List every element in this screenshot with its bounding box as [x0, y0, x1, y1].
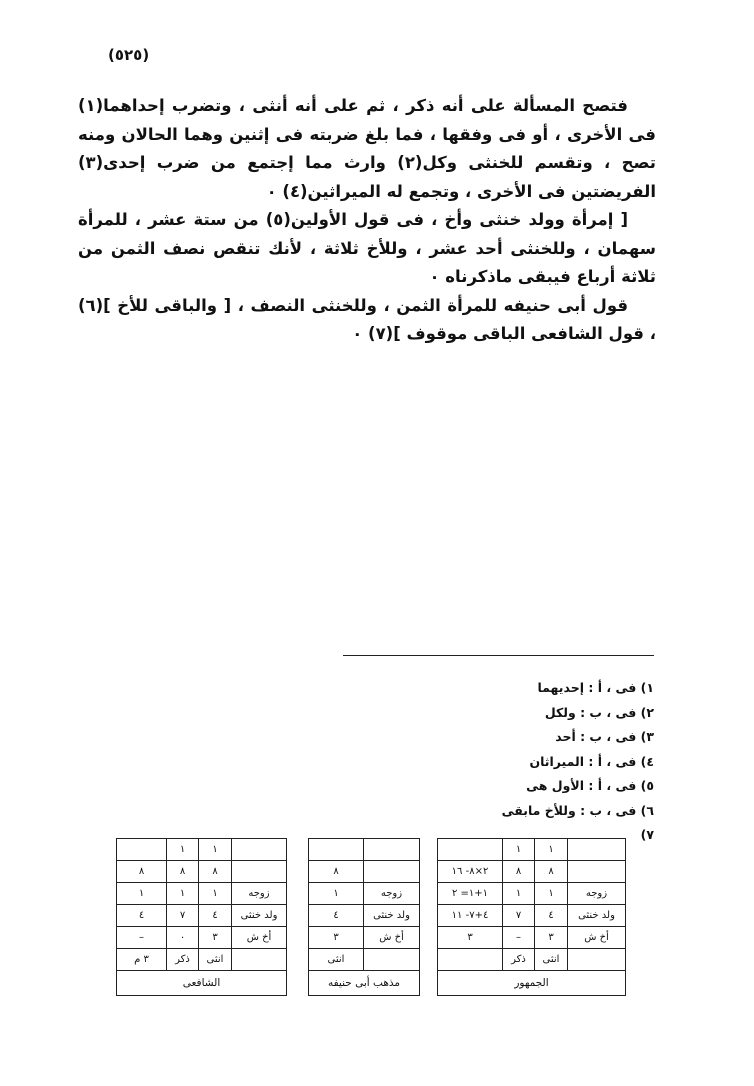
table-cell: ٨ — [535, 861, 568, 883]
table-cell: ٣ م — [117, 949, 167, 971]
table-cell: ٤+٧- ١١ — [438, 905, 503, 927]
footnote-divider — [343, 655, 654, 656]
table-cell: ٣ — [199, 927, 232, 949]
table-row — [117, 839, 287, 861]
footnote-6: ٦) فى ، ب : وللأخ مابقى — [501, 802, 654, 818]
jumhur-table — [437, 838, 626, 996]
shafii-table — [116, 838, 287, 996]
table-row — [117, 905, 287, 927]
table-cell: انثى — [199, 949, 232, 971]
table-cell: ٧ — [167, 905, 199, 927]
table-row — [309, 905, 420, 927]
table-cell — [364, 949, 420, 971]
table-row — [438, 927, 626, 949]
footnotes-list — [300, 676, 654, 848]
table-row — [117, 927, 287, 949]
table-cell: ١ — [535, 839, 568, 861]
abu-hanifa-caption: مذهب أبى حنيفه — [309, 971, 420, 996]
table-row — [309, 839, 420, 861]
table-cell: زوجه — [364, 883, 420, 905]
table-cell — [117, 839, 167, 861]
table-row — [438, 839, 626, 861]
table-row — [309, 861, 420, 883]
table-cell: زوجه — [232, 883, 287, 905]
table-cell: ولد خنثى — [568, 905, 626, 927]
table-cell: انثى — [309, 949, 364, 971]
table-caption-row — [117, 971, 287, 996]
table-cell: ٢×٨- ١٦ — [438, 861, 503, 883]
table-row — [309, 883, 420, 905]
table-row — [438, 883, 626, 905]
table-cell: ولد خنثى — [364, 905, 420, 927]
table-cell: ٣ — [535, 927, 568, 949]
table-cell: زوجه — [568, 883, 626, 905]
table-cell: ١ — [503, 839, 535, 861]
table-cell: ٤ — [535, 905, 568, 927]
abu-hanifa-table — [308, 838, 420, 996]
jumhur-table-wrap — [437, 838, 626, 996]
table-cell: ٨ — [503, 861, 535, 883]
jumhur-caption: الجمهور — [438, 971, 626, 996]
table-cell: ٨ — [117, 861, 167, 883]
table-row — [438, 905, 626, 927]
table-cell: ١ — [309, 883, 364, 905]
table-cell — [438, 949, 503, 971]
footnote-3: ٣) فى ، ب : أحد — [555, 729, 654, 744]
table-cell: ١ — [535, 883, 568, 905]
table-cell: ١ — [503, 883, 535, 905]
table-cell: انثى — [535, 949, 568, 971]
table-cell: ذكر — [503, 949, 535, 971]
paragraph-3: قول أبى حنيفه للمرأة الثمن ، وللخنثى النصف ، [ والباقى للأخ ](٦) ، قول الشافعى الباقى موقوف ](٧) ٠ — [78, 295, 656, 343]
table-cell — [364, 861, 420, 883]
table-cell: ٨ — [199, 861, 232, 883]
table-cell — [568, 949, 626, 971]
table-cell: ٨ — [309, 861, 364, 883]
page-number: (٥٢٥) — [108, 46, 150, 64]
paragraph-1: فتصح المسألة على أنه ذكر ، ثم على أنه أنثى ، وتضرب إحداهما(١) فى الأخرى ، أو فى وفقها ، فما بلغ ضربته فى إثنين وهما الحالان ومنه تصح ، وتقسم للخنثى وكل(٢) وارث مما إجتمع من ضرب إحدى(٣) الفريضتين فى الأخرى ، وتجمع له الميراثين(٤) ٠ — [78, 96, 656, 201]
table-cell: ١ — [167, 883, 199, 905]
table-cell — [232, 861, 287, 883]
table-cell: ٣ — [309, 927, 364, 949]
table-cell: ١+١= ٢ — [438, 883, 503, 905]
table-row — [309, 927, 420, 949]
table-cell: أخ ش — [232, 927, 287, 949]
table-row — [117, 861, 287, 883]
table-cell: – — [117, 927, 167, 949]
table-cell: أخ ش — [568, 927, 626, 949]
table-cell: ذكر — [167, 949, 199, 971]
table-row — [117, 883, 287, 905]
table-row — [438, 949, 626, 971]
table-cell: ١ — [117, 883, 167, 905]
table-cell: ٤ — [199, 905, 232, 927]
footnote-5: ٥) فى ، أ : الأول هى — [526, 778, 654, 793]
main-text — [78, 92, 656, 349]
table-cell: ٧ — [503, 905, 535, 927]
footnote-4: ٤) فى ، أ : الميراثان — [529, 753, 654, 769]
table-row — [438, 861, 626, 883]
footnote-1: ١) فى ، أ : إحديهما — [537, 680, 654, 695]
table-cell: – — [503, 927, 535, 949]
table-cell: ١ — [199, 839, 232, 861]
table-cell — [232, 839, 287, 861]
table-cell: ٨ — [167, 861, 199, 883]
table-cell — [309, 839, 364, 861]
table-cell: أخ ش — [364, 927, 420, 949]
table-cell: ١ — [167, 839, 199, 861]
table-cell — [232, 949, 287, 971]
table-row — [309, 949, 420, 971]
table-cell — [438, 839, 503, 861]
table-cell: ١ — [199, 883, 232, 905]
table-cell: ٤ — [309, 905, 364, 927]
table-cell — [568, 861, 626, 883]
table-cell: ولد خنثى — [232, 905, 287, 927]
table-cell — [364, 839, 420, 861]
table-row — [117, 949, 287, 971]
paragraph-2: [ إمرأة وولد خنثى وأخ ، فى قول الأولين(٥) من ستة عشر ، للمرأة سهمان ، وللخنثى أحد عشر ، وللأخ ثلاثة ، لأنك تنقص نصف الثمن من ثلاثة أرباع فيبقى ماذكرناه ٠ — [78, 210, 656, 286]
table-cell: ٤ — [117, 905, 167, 927]
table-cell: ٣ — [438, 927, 503, 949]
footnote-2: ٢) فى ، ب : ولكل — [544, 704, 654, 720]
table-cell: ٠ — [167, 927, 199, 949]
shafii-table-wrap — [116, 838, 287, 996]
footnote-7: ٧) — [640, 827, 654, 842]
table-cell — [568, 839, 626, 861]
table-caption-row — [309, 971, 420, 996]
table-caption-row — [438, 971, 626, 996]
shafii-caption: الشافعى — [117, 971, 287, 996]
abu-hanifa-table-wrap — [308, 838, 420, 996]
